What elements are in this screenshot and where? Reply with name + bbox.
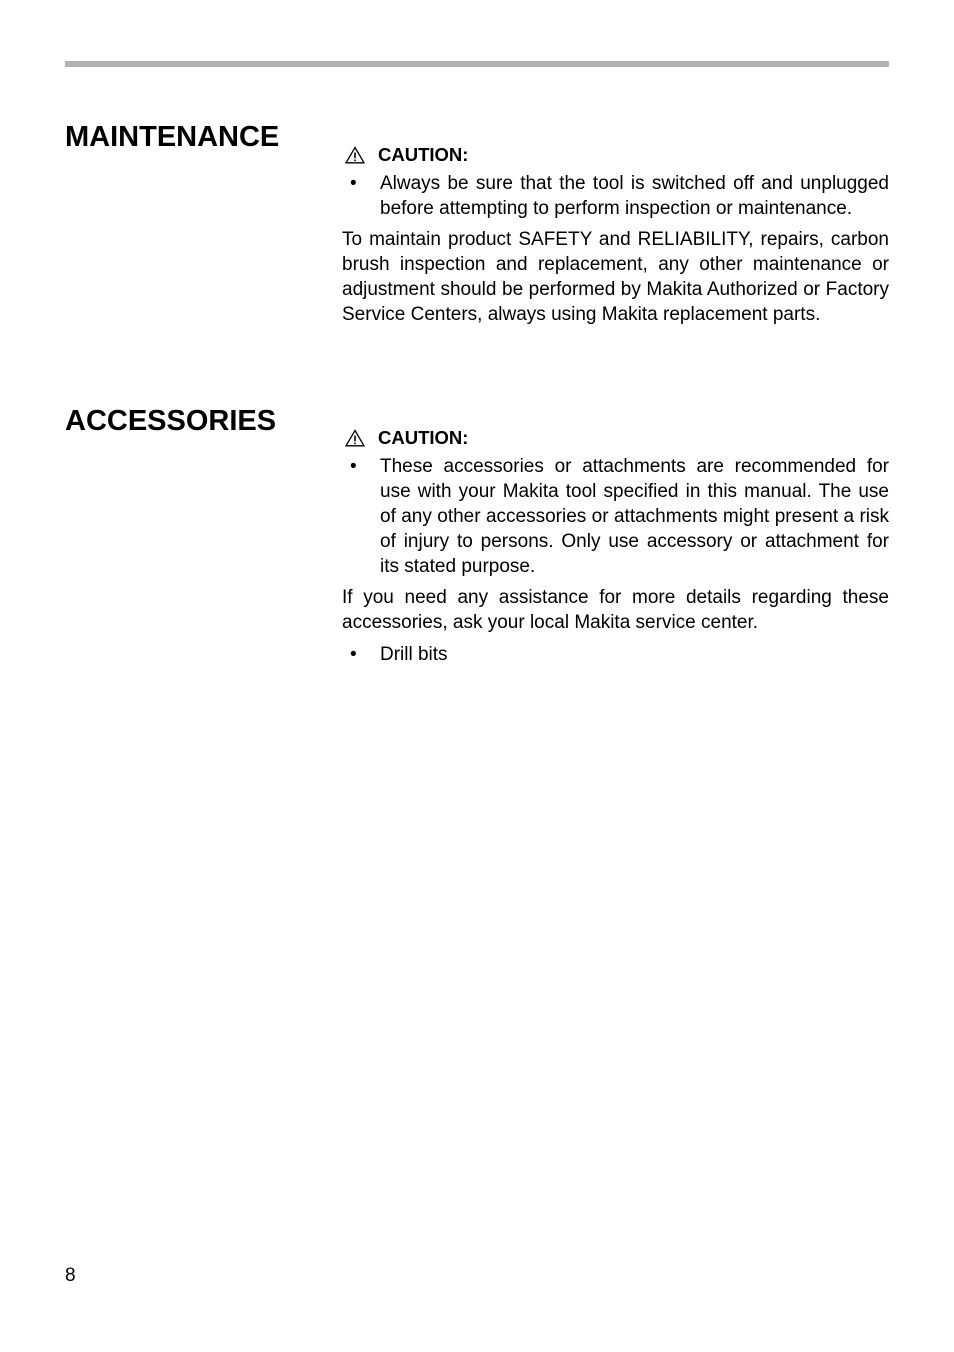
- maintenance-paragraph: To maintain product SAFETY and RELIABILITY, repairs, carbon brush inspection and replacement, any other maintenance or adjustment should be performed by Makita Authorized or Factory Service Centers, always using Makita replacement parts.: [342, 229, 889, 325]
- bullet-text: Always be sure that the tool is switched off and unplugged before attempting to perform inspection or maintenance.: [380, 173, 889, 219]
- bullet-text: These accessories or attachments are recommended for use with your Makita tool specified in this manual. The use of any other accessories or attachments might present a risk of injury to persons. Only use accessory or attachment for its stated purpose.: [380, 456, 889, 577]
- accessories-caution: [342, 425, 889, 450]
- bullet-mark: •: [350, 456, 357, 477]
- list-item: [342, 171, 889, 221]
- bullet-mark: •: [350, 173, 357, 194]
- accessories-paragraph: If you need any assistance for more details regarding these accessories, ask your local Makita service center.: [342, 587, 889, 633]
- caution-label: CAUTION:: [378, 427, 469, 448]
- top-rule: [65, 61, 889, 67]
- maintenance-caution: [342, 142, 889, 167]
- page-number: 8: [65, 1265, 76, 1286]
- bullet-mark: •: [350, 644, 357, 665]
- accessories-heading: ACCESSORIES: [65, 405, 277, 437]
- maintenance-body: [342, 142, 889, 327]
- warning-triangle-icon: [345, 429, 365, 447]
- warning-triangle-icon: [345, 146, 365, 164]
- accessories-body: [342, 425, 889, 667]
- accessory-item-drill-bits: Drill bits: [380, 644, 448, 665]
- list-item: [342, 642, 889, 667]
- list-item: [342, 454, 889, 579]
- caution-label: CAUTION:: [378, 144, 469, 165]
- maintenance-heading: MAINTENANCE: [65, 121, 280, 153]
